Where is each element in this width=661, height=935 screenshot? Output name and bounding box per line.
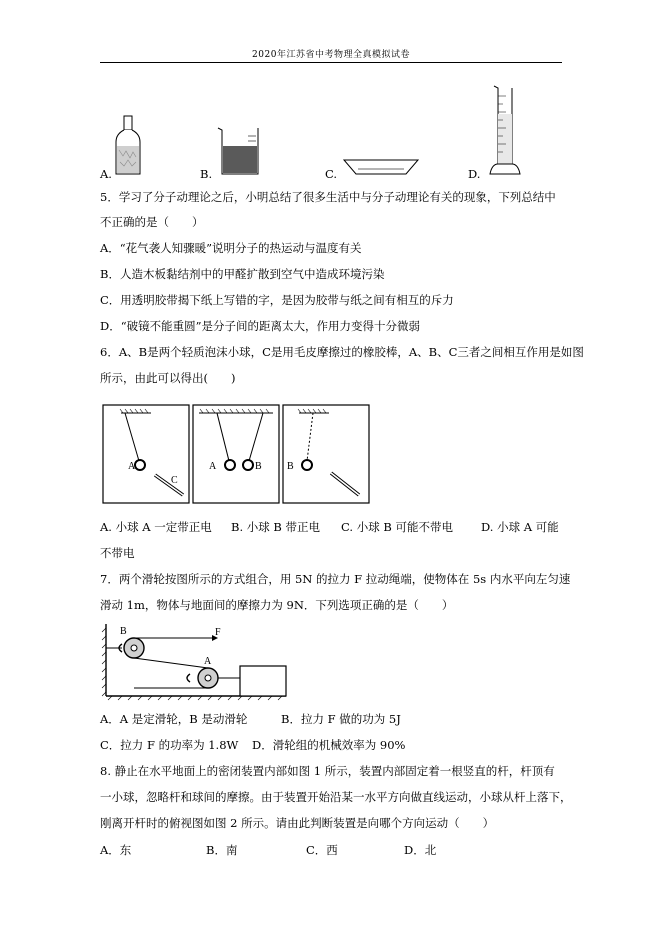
q7-label-f: F: [215, 627, 221, 638]
q4-option-a: A.: [100, 167, 112, 181]
q7-option-a: A．A 是定滑轮，B 是动滑轮: [100, 712, 248, 726]
q7-figure: [100, 622, 290, 702]
q7-option-c: C．拉力 F 的功率为 1.8W: [100, 738, 239, 752]
q6-panel-2: [193, 405, 279, 503]
q4-option-b: B.: [200, 167, 213, 181]
q6-option-d: D. 小球 A 可能: [481, 520, 559, 534]
q5-option-b: B．人造木板黏结剂中的甲醛扩散到空气中造成环境污染: [100, 267, 385, 281]
q6-option-d-wrap: 不带电: [100, 546, 135, 560]
q4-option-c: C.: [325, 167, 338, 181]
dish-figure: [344, 160, 418, 174]
q8-stem-line1: 8. 静止在水平地面上的密闭装置内部如图 1 所示，装置内部固定着一根竖直的杆，杆顶有: [100, 764, 555, 778]
q4-option-d: D.: [468, 167, 481, 181]
q6-figure: [103, 405, 373, 505]
q8-option-d: D．北: [404, 843, 437, 857]
header-divider: [100, 62, 562, 63]
q7-option-d: D．滑轮组的机械效率为 90%: [252, 738, 406, 752]
q6-panel-3: [283, 405, 369, 503]
q6-option-c: C. 小球 B 可能不带电: [341, 520, 453, 534]
q7-label-a: A: [204, 656, 212, 667]
q5-option-c: C．用透明胶带揭下纸上写错的字，是因为胶带与纸之间有相互的斥力: [100, 293, 454, 307]
q6-panel1-label-a: A: [128, 461, 136, 472]
q5-option-a: A．“花气袭人知骤暖”说明分子的热运动与温度有关: [100, 241, 362, 255]
beaker-figure: [218, 128, 258, 174]
page-header: 2020年江苏省中考物理全真模拟试卷: [252, 50, 410, 60]
q7-pulley-a: [187, 668, 240, 688]
q7-block: [240, 666, 286, 696]
q7-option-b: B．拉力 F 做的功为 5J: [281, 712, 401, 726]
q5-stem-line1: 5．学习了分子动理论之后，小明总结了很多生活中与分子动理论有关的现象，下列总结中: [100, 190, 556, 204]
q6-panel2-label-a: A: [209, 461, 217, 472]
q6-option-a: A. 小球 A 一定带正电: [100, 520, 212, 534]
q7-pulley-b: [106, 638, 144, 658]
q8-option-b: B．南: [206, 843, 238, 857]
q6-panel1-label-c: C: [171, 475, 178, 486]
q6-panel2-label-b: B: [255, 461, 262, 472]
q6-stem-line1: 6．A、B是两个轻质泡沫小球，C是用毛皮摩擦过的橡胶棒，A、B、C三者之间相互作用是如图: [100, 345, 584, 359]
graduated-cylinder-figure: [490, 86, 520, 174]
q7-label-b: B: [120, 626, 127, 637]
q6-stem-line2: 所示，由此可以得出( ): [100, 371, 236, 385]
q8-option-c: C．西: [306, 843, 338, 857]
q5-stem-line2: 不正确的是（ ）: [100, 215, 204, 229]
q7-stem-line2: 滑动 1m，物体与地面间的摩擦力为 9N．下列选项正确的是（ ）: [100, 598, 454, 612]
q8-stem-line2: 一小球，忽略杆和球间的摩擦。由于装置开始沿某一水平方向做直线运动，小球从杆上落下，: [100, 790, 572, 804]
q8-stem-line3: 刚离开杆时的俯视图如图 2 所示。请由此判断装置是向哪个方向运动（ ）: [100, 816, 495, 830]
q6-panel3-label-b: B: [287, 461, 294, 472]
q8-option-a: A．东: [100, 843, 132, 857]
q6-option-b: B. 小球 B 带正电: [231, 520, 321, 534]
bottle-figure: [116, 116, 140, 174]
q7-stem-line1: 7．两个滑轮按图所示的方式组合，用 5N 的拉力 F 拉动绳端，使物体在 5s 内水平向左匀速: [100, 572, 571, 586]
q5-option-d: D．“破镜不能重圆”是分子间的距离太大，作用力变得十分微弱: [100, 319, 420, 333]
q6-panel-1: [103, 405, 189, 503]
